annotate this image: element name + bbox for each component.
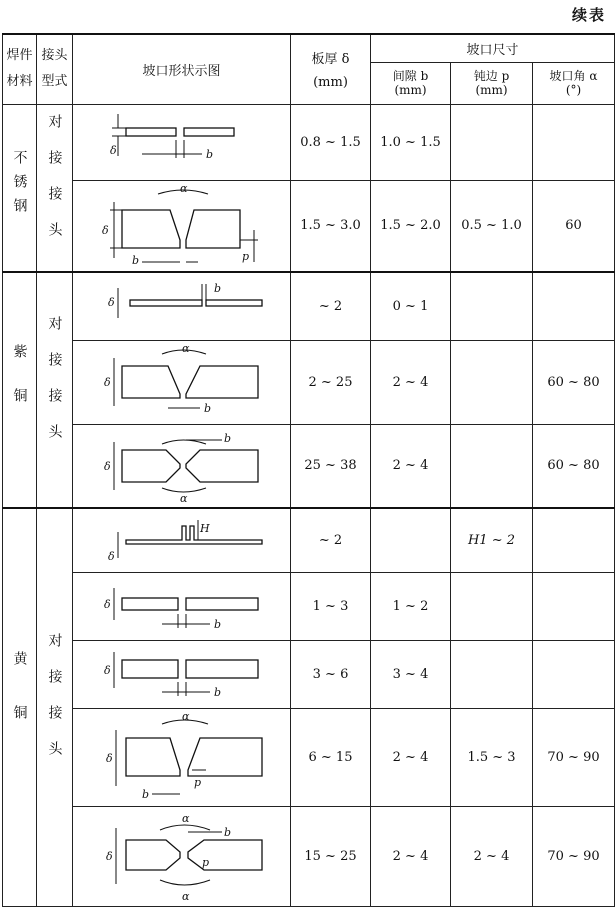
row-10-gap: 2 ~ 4 [371,806,451,906]
header-root-face-label: 钝边 p [473,69,510,83]
material-copper: 紫铜 [3,272,37,508]
label-p: p [193,776,201,789]
label-delta: δ [101,223,109,237]
row-5-root-face [451,424,533,508]
label-delta: δ [109,144,117,157]
label-p: p [201,856,209,869]
label-b: b [203,402,211,415]
diagram-9 [73,708,291,806]
label-alpha: α [181,890,189,903]
row-5-thickness: 25 ~ 38 [291,424,371,508]
label-delta: δ [105,752,113,765]
row-9-gap: 2 ~ 4 [371,708,451,806]
row-2-gap: 1.5 ~ 2.0 [371,180,451,272]
row-10-thickness: 15 ~ 25 [291,806,371,906]
header-thickness-label: 板厚 δ [311,52,350,68]
row-4-gap: 2 ~ 4 [371,340,451,424]
diagram-4 [73,340,291,424]
row-3-thickness: ~ 2 [291,272,371,340]
label-b: b [223,826,231,839]
diagram-7 [73,572,291,640]
label-alpha: α [179,181,187,195]
row-8-thickness: 3 ~ 6 [291,640,371,708]
row-3-root-face [451,272,533,340]
row-2-thickness: 1.5 ~ 3.0 [291,180,371,272]
row-1-thickness: 0.8 ~ 1.5 [291,104,371,180]
diagram-8 [73,640,291,708]
row-7-angle [533,572,615,640]
row-8-root-face [451,640,533,708]
label-alpha: α [179,491,187,505]
diagram-6 [73,508,291,572]
header-gap [371,62,451,104]
joint-stainless: 对接接头 [37,104,73,272]
row-8-angle [533,640,615,708]
label-delta: δ [107,296,115,310]
material-stainless: 不锈钢 [3,104,37,272]
label-alpha: α [181,342,189,355]
row-6-angle [533,508,615,572]
row-9-root-face: 1.5 ~ 3 [451,708,533,806]
joint-copper: 对接接头 [37,272,73,508]
groove-table [2,33,615,907]
label-alpha: α [181,710,189,723]
label-b: b [141,788,149,801]
label-b: b [223,431,231,445]
label-delta: δ [103,664,111,677]
header-groove-size: 坡口尺寸 [371,34,615,62]
row-6-root-face: H1 ~ 2 [451,508,533,572]
header-gap-unit: (mm) [394,83,427,97]
header-thickness [291,34,371,104]
diagram-3 [73,272,291,340]
row-9-thickness: 6 ~ 15 [291,708,371,806]
row-5-angle: 60 ~ 80 [533,424,615,508]
label-delta: δ [103,376,111,389]
row-4-angle: 60 ~ 80 [533,340,615,424]
label-b: b [213,686,221,699]
header-angle-unit: (°) [565,83,582,97]
row-9-angle: 70 ~ 90 [533,708,615,806]
row-2-angle: 60 [533,180,615,272]
row-4-thickness: 2 ~ 25 [291,340,371,424]
header-thickness-unit: (mm) [313,75,348,91]
row-1-angle [533,104,615,180]
diagram-1 [73,104,291,180]
header-angle-label: 坡口角 α [549,69,598,83]
row-1-root-face [451,104,533,180]
diagram-5 [73,424,291,508]
row-4-root-face [451,340,533,424]
row-6-gap [371,508,451,572]
label-h: H [199,522,210,536]
header-diagram: 坡口形状示图 [73,34,291,104]
row-3-angle [533,272,615,340]
joint-brass: 对接接头 [37,508,73,906]
label-delta: δ [103,598,111,611]
row-8-gap: 3 ~ 4 [371,640,451,708]
row-6-thickness: ~ 2 [291,508,371,572]
row-7-root-face [451,572,533,640]
label-delta: δ [103,459,111,473]
row-10-root-face: 2 ~ 4 [451,806,533,906]
row-1-gap: 1.0 ~ 1.5 [371,104,451,180]
row-5-gap: 2 ~ 4 [371,424,451,508]
label-delta: δ [105,850,113,863]
label-alpha: α [181,812,189,825]
header-material: 焊件材料 [3,34,37,104]
diagram-2 [73,180,291,272]
label-b: b [131,253,139,267]
row-10-angle: 70 ~ 90 [533,806,615,906]
header-gap-label: 间隙 b [392,69,429,83]
material-brass: 黄铜 [3,508,37,906]
diagram-10 [73,806,291,906]
row-3-gap: 0 ~ 1 [371,272,451,340]
label-delta: δ [107,550,115,564]
header-root-face-unit: (mm) [475,83,508,97]
label-b: b [213,618,221,631]
row-2-root-face: 0.5 ~ 1.0 [451,180,533,272]
header-angle [533,62,615,104]
label-p: p [241,249,249,263]
row-7-thickness: 1 ~ 3 [291,572,371,640]
continued-label: 续表 [571,6,606,24]
row-7-gap: 1 ~ 2 [371,572,451,640]
header-joint-type: 接头型式 [37,34,73,104]
label-b: b [213,282,221,296]
header-root-face [451,62,533,104]
label-b: b [205,148,213,161]
